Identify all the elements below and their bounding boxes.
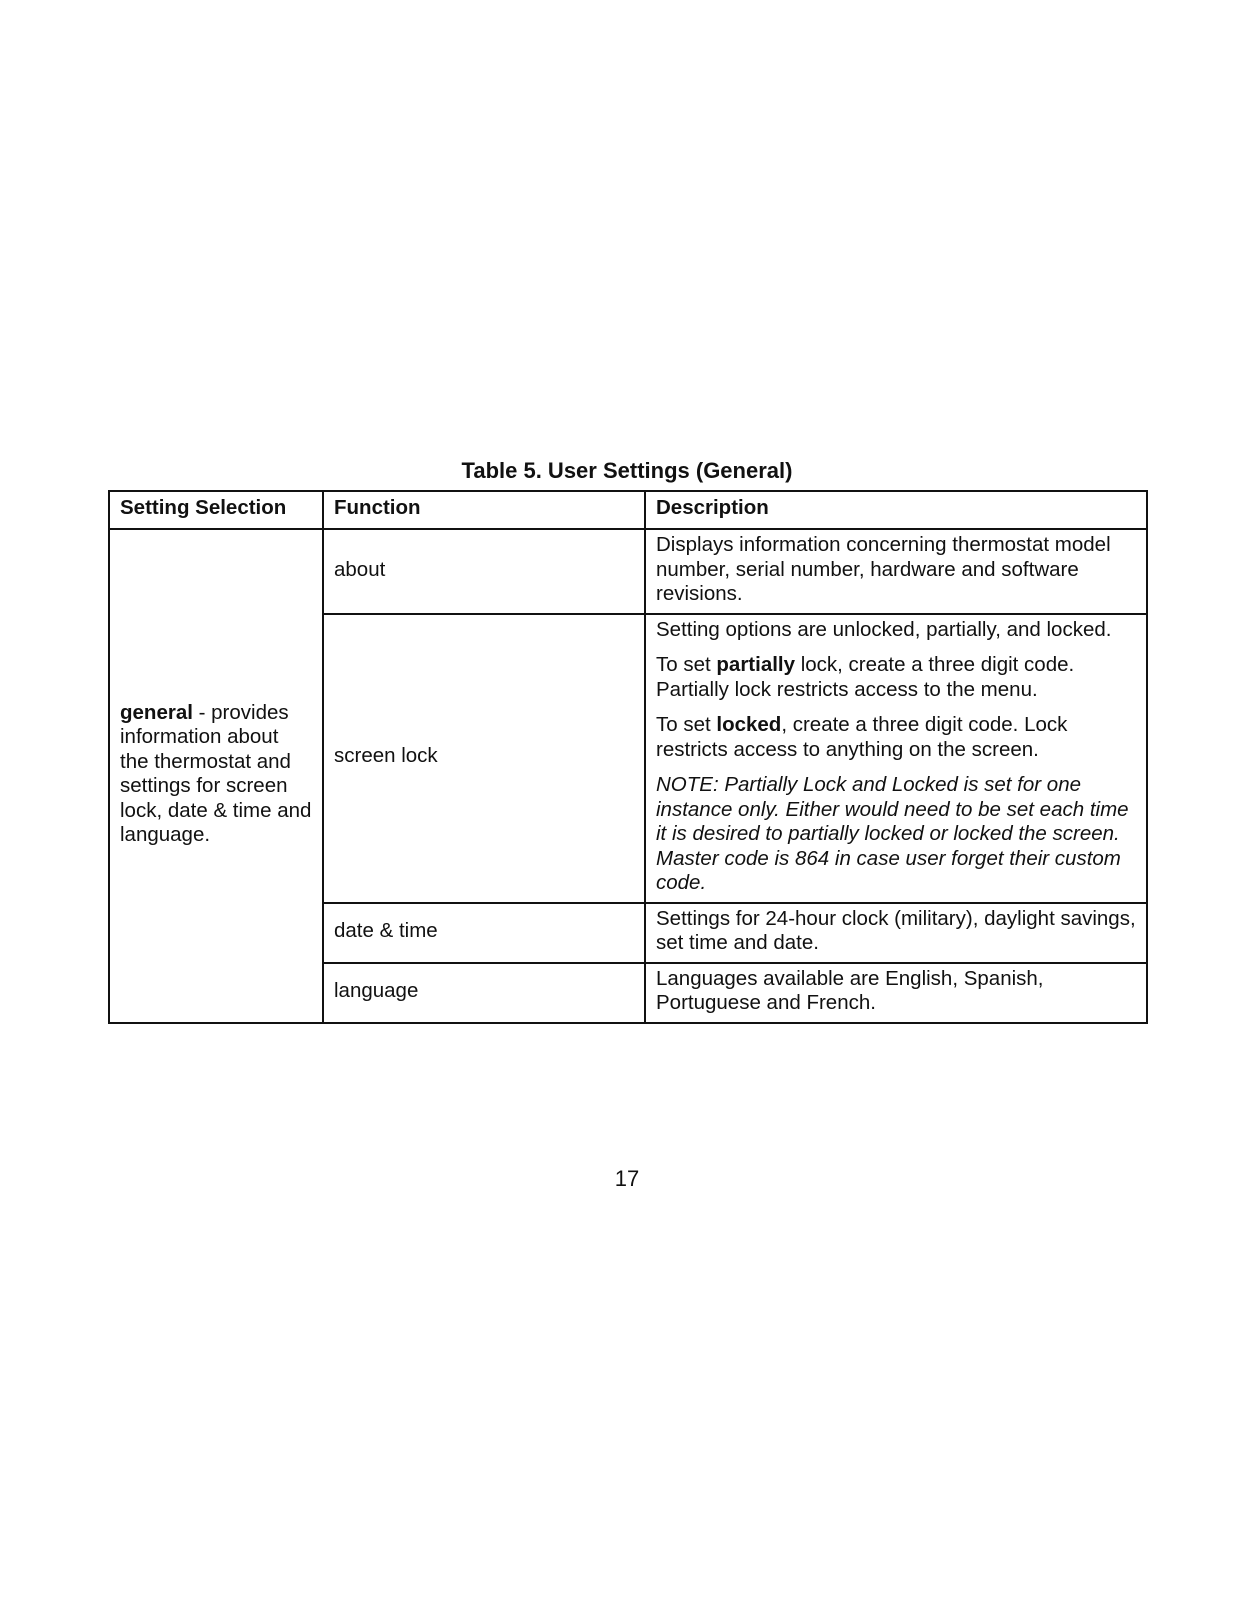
table-header-row [109,491,1147,529]
header-setting-selection: Setting Selection [109,491,323,529]
description-language: Languages available are English, Spanish, Portuguese and French. [645,963,1147,1023]
header-description: Description [645,491,1147,529]
table-row [109,529,1147,614]
function-about: about [323,529,645,614]
description-about: Displays information concerning thermostat model number, serial number, hardware and software revisions. [645,529,1147,614]
screen-lock-partially [656,653,1136,702]
partially-after: lock, create a three digit code. Partially lock restricts access to the menu. [656,653,1075,701]
locked-after: , create a three digit code. Lock restricts access to anything on the screen. [656,713,1068,761]
function-language: language [323,963,645,1023]
screen-lock-locked [656,713,1136,762]
user-settings-table [108,490,1148,1024]
screen-lock-options: Setting options are unlocked, partially, and locked. [656,617,1112,641]
partially-term: partially [716,653,796,676]
partially-before: To set [656,653,717,676]
locked-before: To set [656,713,717,736]
function-screen-lock: screen lock [323,614,645,903]
screen-lock-note: NOTE: Partially Lock and Locked is set for one instance only. Either would need to be set each time it is desired to partially locked or locked the screen. Master code is 864 in case user forget their custom code. [656,773,1129,894]
description-screen-lock [645,614,1147,903]
locked-term: locked [716,713,782,736]
setting-selection-text: - provides information about the thermostat and settings for screen lock, date & time and language. [120,700,312,847]
header-function: Function [323,491,645,529]
page-number: 17 [614,1166,640,1191]
table-caption: Table 5. User Settings (General) [461,458,793,483]
setting-selection-cell [109,529,323,1023]
function-date-time: date & time [323,903,645,963]
description-date-time: Settings for 24-hour clock (military), daylight savings, set time and date. [645,903,1147,963]
setting-selection-term: general [120,700,193,724]
